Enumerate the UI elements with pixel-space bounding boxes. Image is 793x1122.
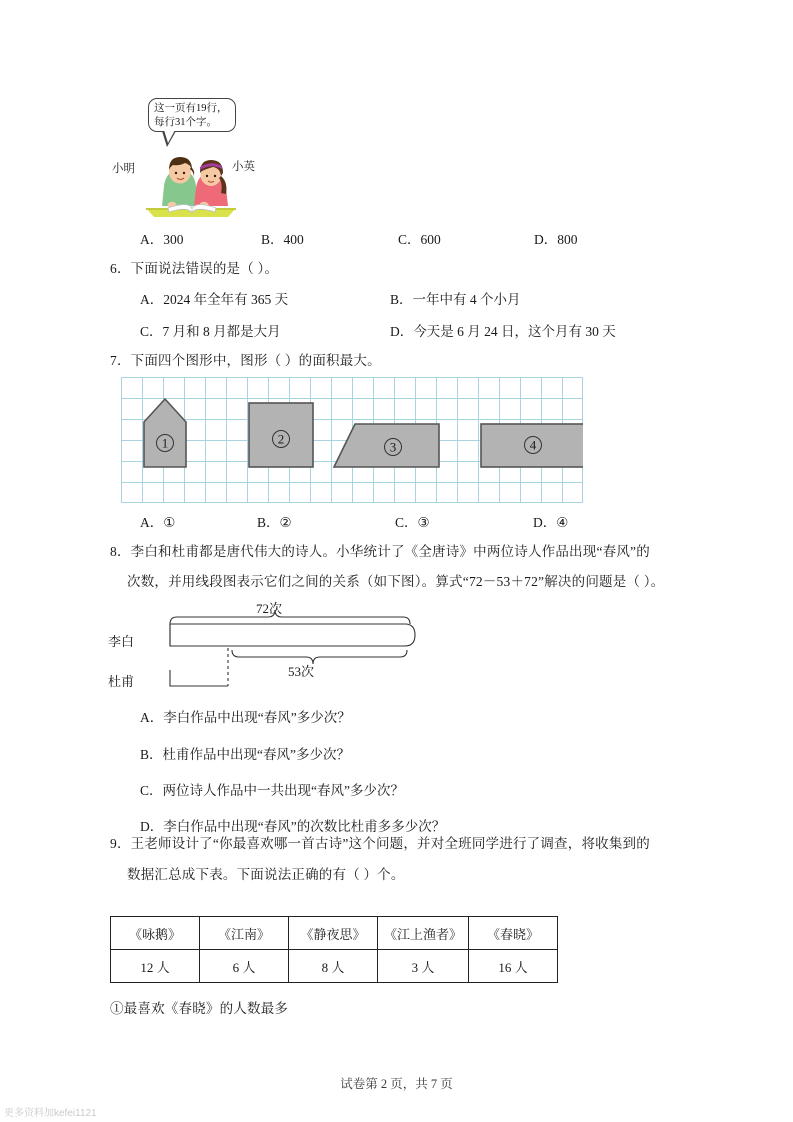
table-header-cell: 《春晓》 bbox=[469, 917, 558, 950]
q7-option-a-text: ① bbox=[163, 515, 176, 530]
q5-option-a-label: A． bbox=[140, 232, 164, 247]
segment-top-value: 72次 bbox=[256, 601, 283, 616]
two-children-reading-icon bbox=[142, 146, 240, 218]
q8-option-a-text: 李白作品中出现“春风”多少次？ bbox=[163, 710, 351, 725]
question7-grid-figure bbox=[121, 377, 583, 503]
table-row-values bbox=[111, 950, 558, 983]
question6-stem bbox=[110, 260, 278, 278]
q5-option-d-value: 800 bbox=[557, 232, 578, 247]
q5-option-a[interactable] bbox=[140, 228, 184, 248]
table-row-headers bbox=[111, 917, 558, 950]
q7-option-b-label: B． bbox=[257, 515, 280, 530]
question8-stem-text1: 李白和杜甫都是唐代伟大的诗人。小华统计了《全唐诗》中两位诗人作品出现“春风”的 bbox=[130, 544, 650, 559]
q8-option-b-text: 杜甫作品中出现“春风”多少次？ bbox=[162, 747, 350, 762]
table-header-cell: 《静夜思》 bbox=[289, 917, 378, 950]
segment-bottom-value: 53次 bbox=[288, 664, 315, 679]
q7-option-d-text: ④ bbox=[556, 515, 569, 530]
q6-option-c-label: C． bbox=[140, 324, 163, 339]
q5-option-b-label: B． bbox=[261, 232, 284, 247]
q8-option-a-label: A． bbox=[140, 710, 164, 725]
watermark-text: 更多资料加kefei1121 bbox=[4, 1108, 97, 1119]
q7-option-d-label: D． bbox=[533, 515, 557, 530]
question8-stem-text2: 次数，并用线段图表示它们之间的关系（如下图）。算式“72－53＋72”解决的问题是（ ）。 bbox=[127, 574, 665, 589]
question6-number: 6． bbox=[110, 261, 131, 276]
segment-row1-label: 李白 bbox=[108, 634, 135, 649]
q5-option-c[interactable] bbox=[398, 228, 441, 248]
question7-stem bbox=[110, 352, 381, 370]
question8-stem-line2 bbox=[127, 573, 664, 591]
q7-option-a[interactable] bbox=[140, 511, 175, 531]
segment-row2-label: 杜甫 bbox=[108, 674, 135, 689]
table-value-cell: 16 人 bbox=[469, 950, 558, 983]
question9-stem-line2 bbox=[127, 866, 405, 884]
q8-option-c-label: C． bbox=[140, 783, 163, 798]
q8-option-d-text: 李白作品中出现“春风”的次数比杜甫多多少次？ bbox=[163, 819, 446, 834]
q8-option-d-label: D． bbox=[140, 819, 164, 834]
question9-survey-table bbox=[110, 916, 558, 983]
q6-option-d-text: 今天是 6 月 24 日，这个月有 30 天 bbox=[413, 324, 616, 339]
q8-option-b[interactable] bbox=[140, 743, 350, 763]
q8-option-c-text: 两位诗人作品中一共出现“春风”多少次？ bbox=[162, 783, 404, 798]
table-value-cell: 6 人 bbox=[200, 950, 289, 983]
q7-option-a-label: A． bbox=[140, 515, 164, 530]
label-xiaoying: 小英 bbox=[232, 161, 255, 173]
question8-line-segment-diagram bbox=[108, 598, 448, 694]
table-value-cell: 3 人 bbox=[378, 950, 469, 983]
q5-option-b-value: 400 bbox=[283, 232, 304, 247]
page-footer: 试卷第 2 页，共 7 页 bbox=[340, 1077, 453, 1091]
table-value-cell: 8 人 bbox=[289, 950, 378, 983]
question9-stem-text2: 数据汇总成下表。下面说法正确的有（ ）个。 bbox=[127, 867, 405, 882]
q8-option-a[interactable] bbox=[140, 706, 351, 726]
question7-stem-text: 下面四个图形中，图形（ ）的面积最大。 bbox=[130, 353, 381, 368]
table-value-cell: 12 人 bbox=[111, 950, 200, 983]
q6-option-b-text: 一年中有 4 个小月 bbox=[412, 292, 521, 307]
question9-statement-1-text: ①最喜欢《春晓》的人数最多 bbox=[110, 1001, 289, 1016]
q5-option-c-value: 600 bbox=[420, 232, 441, 247]
svg-text:1: 1 bbox=[161, 435, 169, 451]
question9-number: 9． bbox=[110, 836, 131, 851]
q6-option-a-label: A． bbox=[140, 292, 164, 307]
question8-number: 8． bbox=[110, 544, 131, 559]
question8-stem-line1 bbox=[110, 543, 650, 561]
svg-text:4: 4 bbox=[529, 437, 537, 453]
q8-option-d[interactable] bbox=[140, 815, 445, 835]
table-header-cell: 《江上渔者》 bbox=[378, 917, 469, 950]
q6-option-d[interactable] bbox=[390, 320, 616, 340]
question9-stem-text1: 王老师设计了“你最喜欢哪一首古诗”这个问题，并对全班同学进行了调查，将收集到的 bbox=[130, 836, 650, 851]
svg-text:3: 3 bbox=[389, 439, 397, 455]
question5-illustration bbox=[110, 98, 270, 223]
q6-option-b-label: B． bbox=[390, 292, 413, 307]
q5-option-d[interactable] bbox=[534, 228, 578, 248]
speech-bubble bbox=[148, 98, 236, 132]
q6-option-a[interactable] bbox=[140, 288, 288, 308]
q5-option-b[interactable] bbox=[261, 228, 304, 248]
q7-option-c-text: ③ bbox=[417, 515, 430, 530]
q7-option-c-label: C． bbox=[395, 515, 418, 530]
q7-option-c[interactable] bbox=[395, 511, 430, 531]
question6-stem-text: 下面说法错误的是（ ）。 bbox=[130, 261, 279, 276]
q6-option-b[interactable] bbox=[390, 288, 521, 308]
q5-option-a-value: 300 bbox=[163, 232, 184, 247]
svg-text:2: 2 bbox=[277, 431, 285, 447]
question7-number: 7． bbox=[110, 353, 131, 368]
q8-option-b-label: B． bbox=[140, 747, 163, 762]
shape-1-pentagon bbox=[144, 399, 186, 467]
q7-option-b-text: ② bbox=[279, 515, 292, 530]
q8-option-c[interactable] bbox=[140, 779, 404, 799]
q6-option-c-text: 7 月和 8 月都是大月 bbox=[162, 324, 281, 339]
q7-option-d[interactable] bbox=[533, 511, 568, 531]
label-xiaoming: 小明 bbox=[112, 163, 135, 175]
q5-option-c-label: C． bbox=[398, 232, 421, 247]
table-header-cell: 《咏鹅》 bbox=[111, 917, 200, 950]
q5-option-d-label: D． bbox=[534, 232, 558, 247]
shape-3-trapezoid bbox=[334, 424, 439, 467]
table-header-cell: 《江南》 bbox=[200, 917, 289, 950]
q7-option-b[interactable] bbox=[257, 511, 292, 531]
speech-bubble-tail-inner bbox=[164, 130, 175, 143]
q6-option-a-text: 2024 年全年有 365 天 bbox=[163, 292, 289, 307]
speech-bubble-line1: 这一页有19行， bbox=[154, 103, 228, 114]
speech-bubble-line2: 每行31个字。 bbox=[154, 117, 217, 128]
q6-option-c[interactable] bbox=[140, 320, 281, 340]
q6-option-d-label: D． bbox=[390, 324, 414, 339]
question9-stem-line1 bbox=[110, 835, 650, 853]
question9-statement-1 bbox=[110, 1000, 288, 1018]
